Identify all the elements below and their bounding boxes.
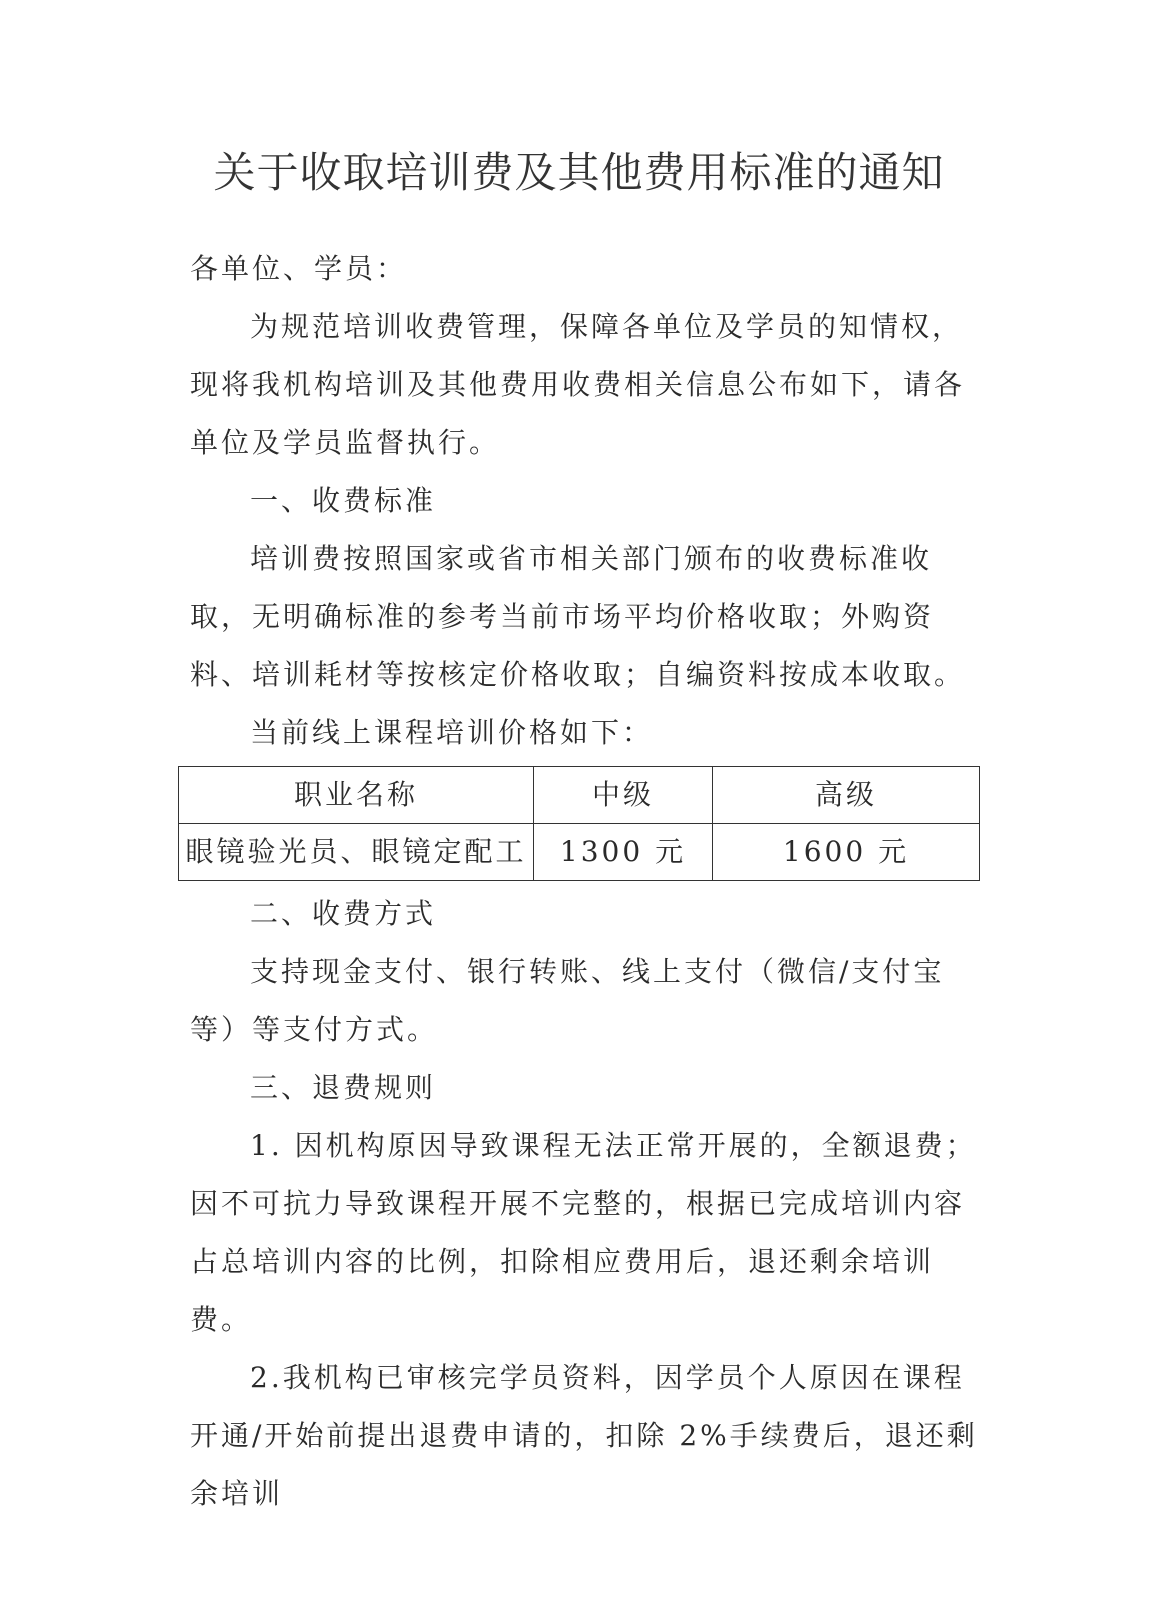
section-heading-fee-standard: 一、收费标准 [250, 484, 437, 517]
header-intermediate: 中级 [534, 767, 713, 824]
document-body [185, 240, 980, 1523]
refund-rule-2: 2.我机构已审核完学员资料，因学员个人原因在课程开通/开始前提出退费申请的，扣除 2%手续费后，退还剩余培训 [190, 1361, 978, 1510]
price-table [178, 766, 980, 881]
salutation: 各单位、学员： [190, 252, 408, 285]
fee-standard-paragraph: 培训费按照国家或省市相关部门颁布的收费标准收取，无明确标准的参考当前市场平均价格收取；外购资料、培训耗材等按核定价格收取；自编资料按成本收取。 [190, 542, 966, 691]
refund-rule-1: 1. 因机构原因导致课程无法正常开展的，全额退费；因不可抗力导致课程开展不完整的，根据已完成培训内容占总培训内容的比例，扣除相应费用后，退还剩余培训费。 [190, 1129, 977, 1336]
cell-intermediate-price: 1300 元 [534, 824, 713, 881]
header-advanced: 高级 [713, 767, 980, 824]
intro-paragraph: 为规范培训收费管理，保障各单位及学员的知情权，现将我机构培训及其他费用收费相关信息公布如下，请各单位及学员监督执行。 [190, 310, 966, 459]
header-occupation: 职业名称 [179, 767, 534, 824]
document-title: 关于收取培训费及其他费用标准的通知 [213, 148, 945, 197]
table-intro: 当前线上课程培训价格如下： [250, 716, 654, 749]
cell-advanced-price: 1600 元 [713, 824, 980, 881]
payment-method-paragraph: 支持现金支付、银行转账、线上支付（微信/支付宝等）等支付方式。 [190, 955, 945, 1046]
section-heading-refund-rules: 三、退费规则 [250, 1071, 437, 1104]
table-header-row [179, 767, 980, 824]
table-row [179, 824, 980, 881]
section-heading-payment-method: 二、收费方式 [250, 897, 437, 930]
cell-occupation: 眼镜验光员、眼镜定配工 [179, 824, 534, 881]
